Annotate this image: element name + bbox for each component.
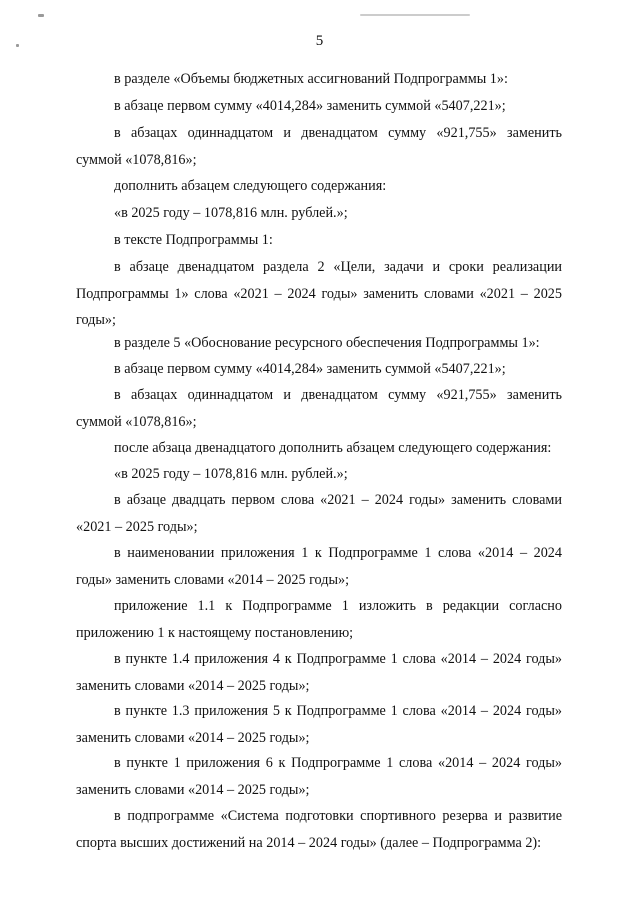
page-number: 5 [315, 33, 324, 49]
paragraph: в абзаце первом сумму «4014,284» заменить суммой «5407,221»; [114, 361, 506, 377]
paragraph: в подпрограмме «Система подготовки спортивного резерва и развитие спорта высших достижений на 2014 – 2024 годы» (далее – Подпрограмма 2): [76, 808, 562, 851]
paragraph: «в 2025 году – 1078,816 млн. рублей.»; [114, 466, 348, 482]
paragraph: приложение 1.1 к Подпрограмме 1 изложить в редакции согласно приложению 1 к настоящему постановлению; [76, 598, 562, 641]
paragraph: в тексте Подпрограммы 1: [114, 232, 273, 248]
paragraph: в пункте 1.4 приложения 4 к Подпрограмме 1 слова «2014 – 2024 годы» заменить словами «2014 – 2025 годы»; [76, 651, 562, 694]
scan-artifact [360, 14, 470, 16]
paragraph: «в 2025 году – 1078,816 млн. рублей.»; [114, 205, 348, 221]
paragraph: в абзацах одиннадцатом и двенадцатом сумму «921,755» заменить суммой «1078,816»; [76, 387, 562, 430]
paragraph: в абзаце двенадцатом раздела 2 «Цели, задачи и сроки реализации Подпрограммы 1» слова «2021 – 2024 годы» заменить словами «2021 – 2025 годы»; [76, 259, 562, 328]
paragraph: в абзацах одиннадцатом и двенадцатом сумму «921,755» заменить суммой «1078,816»; [76, 125, 562, 168]
paragraph: дополнить абзацем следующего содержания: [114, 178, 387, 194]
scan-artifact [38, 14, 44, 17]
paragraph: в наименовании приложения 1 к Подпрограмме 1 слова «2014 – 2024 годы» заменить словами «2014 – 2025 годы»; [76, 545, 562, 588]
paragraph: в пункте 1 приложения 6 к Подпрограмме 1 слова «2014 – 2024 годы» заменить словами «2014 – 2025 годы»; [76, 755, 562, 798]
paragraph: после абзаца двенадцатого дополнить абзацем следующего содержания: [114, 440, 552, 456]
paragraph: в разделе «Объемы бюджетных ассигнований Подпрограммы 1»: [114, 71, 508, 87]
paragraph: в абзаце первом сумму «4014,284» заменить суммой «5407,221»; [114, 98, 506, 114]
paragraph: в разделе 5 «Обоснование ресурсного обеспечения Подпрограммы 1»: [114, 335, 540, 351]
paragraph: в пункте 1.3 приложения 5 к Подпрограмме 1 слова «2014 – 2024 годы» заменить словами «2014 – 2025 годы»; [76, 703, 562, 746]
paragraph: в абзаце двадцать первом слова «2021 – 2024 годы» заменить словами «2021 – 2025 годы»; [76, 492, 562, 535]
